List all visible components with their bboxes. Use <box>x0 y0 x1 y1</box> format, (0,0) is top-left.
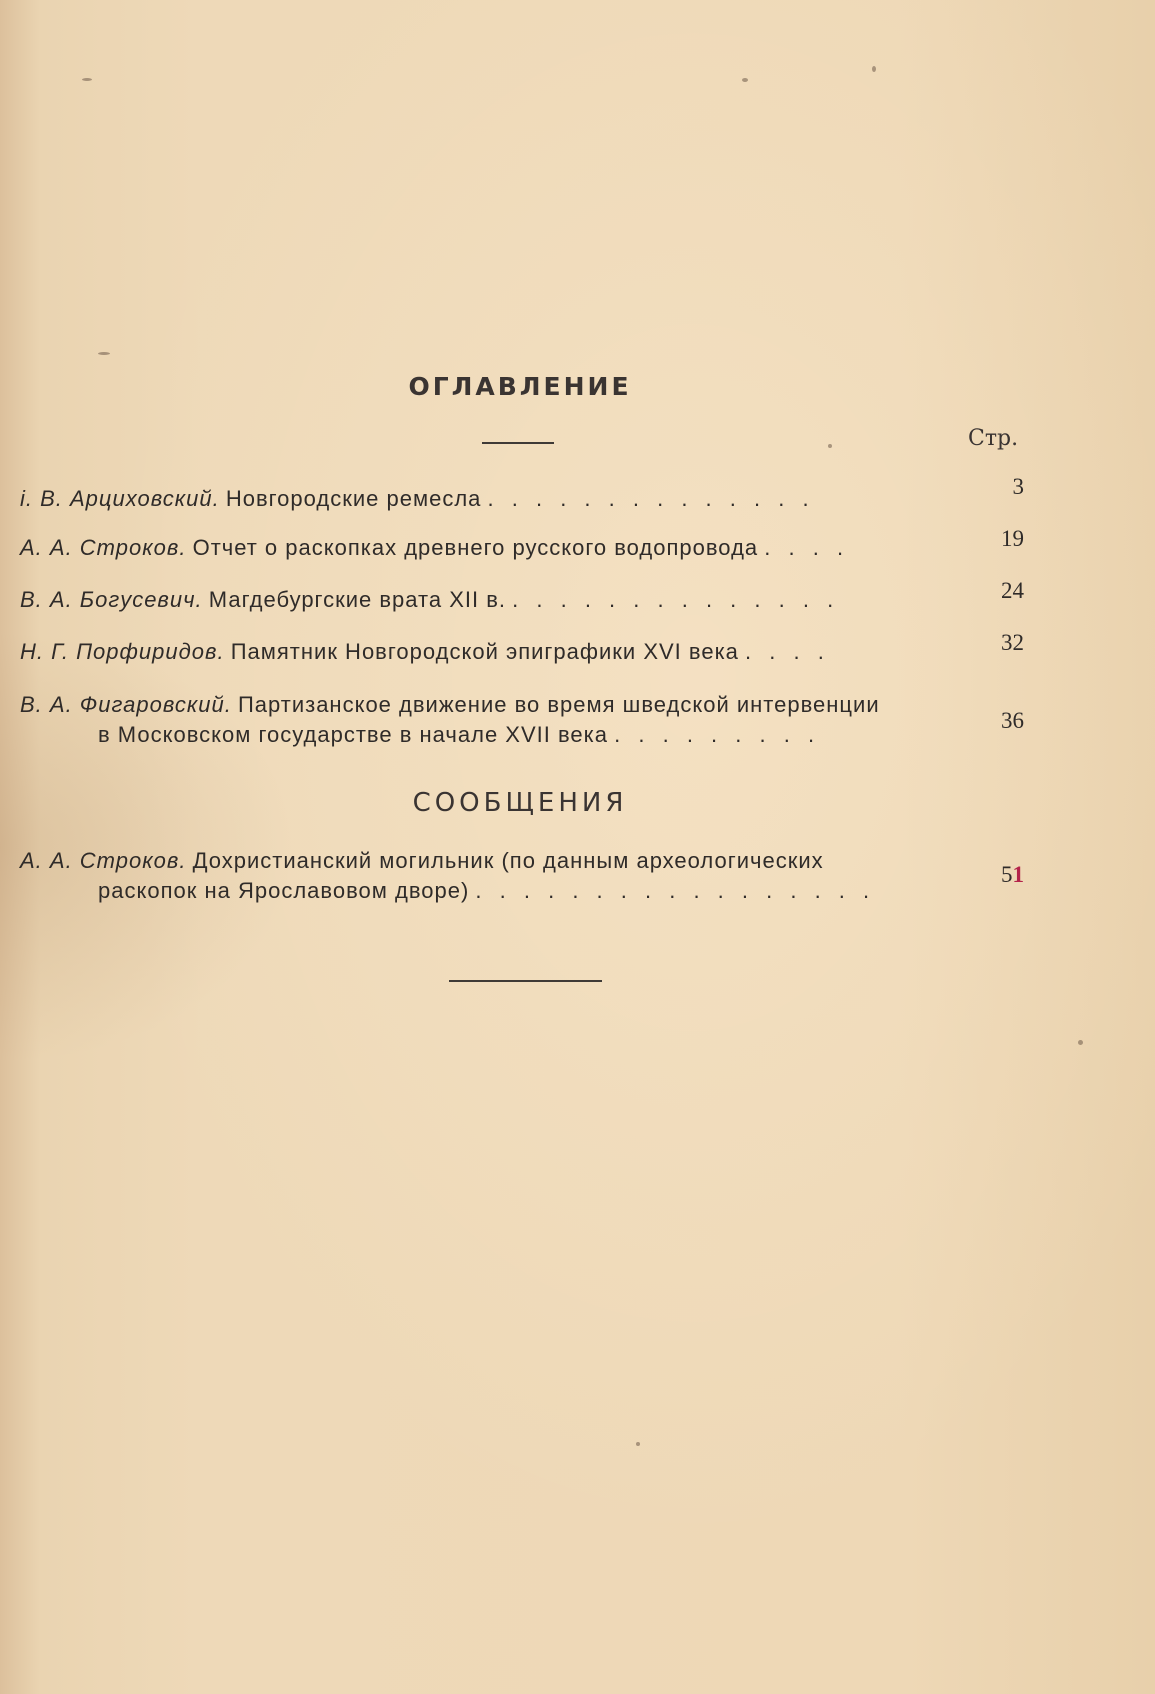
entry-title: Отчет о раскопках древнего русского водопровода <box>192 535 759 560</box>
entry-title: Новгородские ремесла <box>225 486 482 511</box>
paper-speck <box>98 352 110 355</box>
entry-title-line1: Партизанское движение во время шведской интервенции <box>237 692 880 717</box>
entry-author: Н. Г. Порфиридов. <box>20 639 225 664</box>
entry-author: i. В. Арциховский. <box>20 486 220 511</box>
paper-speck <box>828 444 832 448</box>
leader-dots: . . . . <box>764 535 850 560</box>
leader-dots: . . . . . . . . . <box>614 722 821 747</box>
toc-entry <box>20 484 938 514</box>
entry-page-number: 36 <box>1001 708 1024 733</box>
page-number-digit: 5 <box>1001 862 1013 887</box>
pencil-mark: 1 <box>1012 862 1024 887</box>
entry-title-line2: в Московском государстве в начале XVII века <box>98 722 609 747</box>
leader-dots: . . . . . . . . . . . . . . <box>512 587 840 612</box>
leader-dots: . . . . . . . . . . . . . . . . . <box>475 878 876 903</box>
toc-heading: ОГЛАВЛЕНИЕ <box>408 372 632 401</box>
paper-speck <box>872 66 876 72</box>
entry-author: А. А. Строков. <box>20 535 187 560</box>
entry-title: Памятник Новгородской эпиграфики XVI века <box>230 639 739 664</box>
paper-speck <box>636 1442 640 1446</box>
heading-divider <box>482 442 554 444</box>
paper-speck <box>1078 1040 1083 1045</box>
leader-dots: . . . . . . . . . . . . . . <box>487 486 815 511</box>
paper-speck <box>82 78 92 81</box>
entry-author: В. А. Фигаровский. <box>20 692 232 717</box>
toc-entry <box>20 533 938 563</box>
entry-page-number: 19 <box>1001 526 1024 551</box>
closing-divider <box>449 980 602 982</box>
message-entry <box>20 846 938 906</box>
page-column-label: Стр. <box>968 426 1019 451</box>
entry-page-number: 32 <box>1001 630 1024 655</box>
entry-title: Магдебургские врата XII в. <box>208 587 507 612</box>
entry-title-line1: Дохристианский могильник (по данным археологических <box>192 848 824 873</box>
entry-page-number: 3 <box>1012 474 1024 499</box>
entry-page-number: 24 <box>1001 578 1024 603</box>
entry-title-line2: раскопок на Ярославовом дворе) <box>98 878 470 903</box>
entry-author: А. А. Строков. <box>20 848 187 873</box>
toc-entry <box>20 637 938 667</box>
toc-entry <box>20 585 938 615</box>
toc-entry <box>20 690 938 750</box>
paper-speck <box>742 78 748 82</box>
entry-page-number <box>920 862 1024 888</box>
leader-dots: . . . . <box>745 639 830 664</box>
entry-author: В. А. Богусевич. <box>20 587 203 612</box>
messages-heading: СООБЩЕНИЯ <box>412 788 628 818</box>
